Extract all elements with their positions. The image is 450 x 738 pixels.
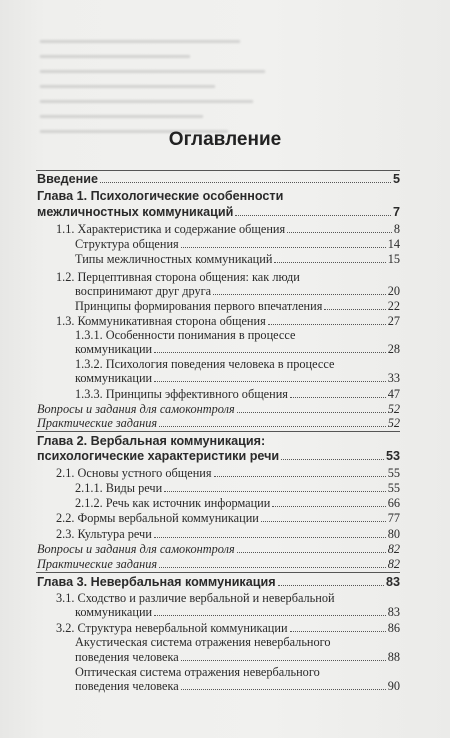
toc-entry-first-impression: Принципы формирования первого впечатления 22 — [75, 299, 400, 313]
toc-entry-chapter-2-cont: психологические характеристики речи 53 — [37, 449, 400, 463]
toc-entry-chapter-3: Глава 3. Невербальная коммуникация 83 — [37, 575, 400, 589]
toc-entry-2-1: 2.1. Основы устного общения 55 — [56, 466, 400, 480]
toc-entry-acoustic-cont: поведения человека 88 — [75, 650, 400, 664]
toc-entry-1-3-1-cont: коммуникации 28 — [75, 342, 400, 356]
toc-entry-1-2-cont: воспринимают друг друга 20 — [75, 284, 400, 298]
toc-entry-2-1-1: 2.1.1. Виды речи 55 — [75, 481, 400, 495]
toc-entry-3-2: 3.2. Структура невербальной коммуникации 86 — [56, 621, 400, 635]
toc-entry-optical-cont: поведения человека 90 — [75, 679, 400, 693]
toc-entry-chapter-1-cont: межличностных коммуникаций 7 — [37, 205, 400, 219]
toc-entry-1-3-1: 1.3.1. Особенности понимания в процессе — [75, 328, 296, 342]
toc-entry-3-1: 3.1. Сходство и различие вербальной и невербальной — [56, 591, 335, 605]
toc-entry-practice-1: Практические задания 52 — [37, 416, 400, 430]
toc-entry-acoustic: Акустическая система отражения невербального — [75, 635, 331, 649]
toc-entry-1-3: 1.3. Коммуникативная сторона общения 27 — [56, 314, 400, 328]
toc-entry-questions-1: Вопросы и задания для самоконтроля 52 — [37, 402, 400, 416]
divider-chapter-2 — [36, 431, 400, 432]
toc-entry-1-1: 1.1. Характеристика и содержание общения 8 — [56, 222, 400, 236]
divider-chapter-3 — [36, 572, 400, 573]
toc-entry-structure: Структура общения 14 — [75, 237, 400, 251]
page-title: Оглавление — [168, 129, 282, 150]
toc-entry-practice-2: Практические задания 82 — [37, 557, 400, 571]
toc-entry-2-2: 2.2. Формы вербальной коммуникации 77 — [56, 511, 400, 525]
toc-entry-1-2: 1.2. Перцептивная сторона общения: как люди — [56, 270, 300, 284]
toc-entry-chapter-2: Глава 2. Вербальная коммуникация: — [37, 434, 266, 448]
divider-top — [36, 170, 400, 171]
toc-entry-optical: Оптическая система отражения невербального — [75, 665, 320, 679]
toc-entry-2-3: 2.3. Культура речи 80 — [56, 527, 400, 541]
toc-entry-3-1-cont: коммуникации 83 — [75, 605, 400, 619]
toc-entry-chapter-1: Глава 1. Психологические особенности — [37, 189, 284, 203]
toc-entry-1-3-3: 1.3.3. Принципы эффективного общения 47 — [75, 387, 400, 401]
toc-entry-1-3-2-cont: коммуникации 33 — [75, 371, 400, 385]
toc-entry-2-1-2: 2.1.2. Речь как источник информации 66 — [75, 496, 400, 510]
toc-entry-questions-2: Вопросы и задания для самоконтроля 82 — [37, 542, 400, 556]
toc-entry-types: Типы межличностных коммуникаций 15 — [75, 252, 400, 266]
toc-entry-1-3-2: 1.3.2. Психология поведения человека в процессе — [75, 357, 335, 371]
toc-entry-introduction: Введение 5 — [37, 172, 400, 186]
